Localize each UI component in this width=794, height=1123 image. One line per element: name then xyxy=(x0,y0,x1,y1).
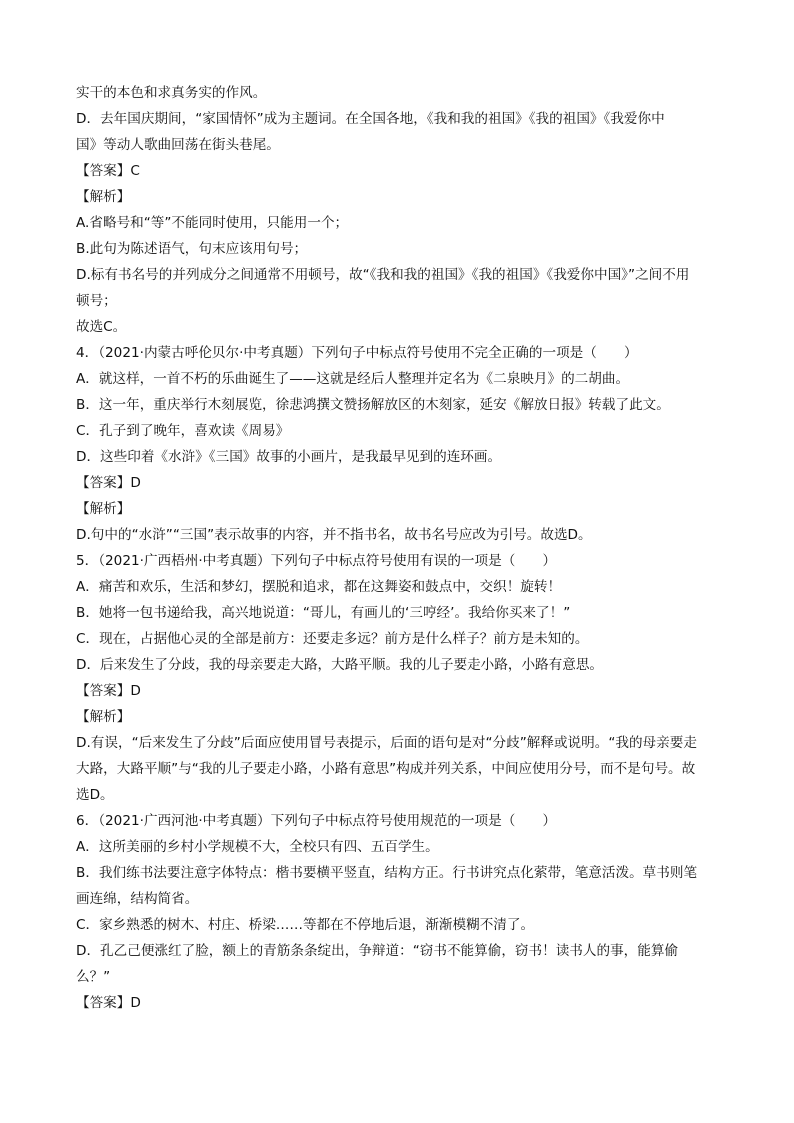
option-b: B．我们练书法要注意字体特点：楷书要横平竖直，结构方正。行书讲究点化萦带，笔意活泼。草书则笔 xyxy=(76,865,698,881)
option-d: D．这些印着《水浒》《三国》故事的小画片，是我最早见到的连环画。 xyxy=(76,449,502,465)
analysis-text: D.标有书名号的并列成分之间通常不用顿号，故“《我和我的祖国》《我的祖国》《我爱你中国》”之间不用 xyxy=(76,267,690,283)
analysis-text: D.句中的“水浒”“三国”表示故事的内容，并不指书名，故书名号应改为引号。故选D。 xyxy=(76,527,592,543)
analysis-text: D.有误，“后来发生了分歧”后面应使用冒号表提示，后面的语句是对“分歧”解释或说明。“我的母亲要走 xyxy=(76,735,697,751)
option-d-continued: 么？” xyxy=(76,969,111,985)
answer-label: 【答案】D xyxy=(76,683,141,699)
analysis-label: 【解析】 xyxy=(76,501,131,517)
question-6-stem: 6．（2021·广西河池·中考真题）下列句子中标点符号使用规范的一项是（ ） xyxy=(76,813,557,829)
answer-label: 【答案】C xyxy=(76,163,140,179)
analysis-text: 大路，大路平顺”与“我的儿子要走小路，小路有意思”构成并列关系，中间应使用分号，而不是句号。故 xyxy=(76,761,696,777)
option-d: D．后来发生了分歧，我的母亲要走大路，大路平顺。我的儿子要走小路，小路有意思。 xyxy=(76,657,604,673)
option-c: C．现在，占据他心灵的全部是前方：还要走多远？前方是什么样子？前方是未知的。 xyxy=(76,631,589,647)
analysis-text: B.此句为陈述语气，句末应该用句号； xyxy=(76,241,308,257)
analysis-text: 顿号； xyxy=(76,293,117,309)
option-b-continued: 画连绵，结构简省。 xyxy=(76,891,199,907)
question-5-stem: 5．（2021·广西梧州·中考真题）下列句子中标点符号使用有误的一项是（ ） xyxy=(76,553,557,569)
text-line: 国》等动人歌曲回荡在街头巷尾。 xyxy=(76,137,280,153)
option-c: C．孔子到了晚年，喜欢读《周易》 xyxy=(76,423,290,439)
option-d: D．孔乙己便涨红了脸，额上的青筋条条绽出，争辩道：“窃书不能算偷，窃书！读书人的事，能算偷 xyxy=(76,943,679,959)
analysis-conclusion: 故选C。 xyxy=(76,319,127,335)
analysis-label: 【解析】 xyxy=(76,189,131,205)
option-b: B．这一年，重庆举行木刻展览，徐悲鸿撰文赞扬解放区的木刻家，延安《解放日报》转载了此文。 xyxy=(76,397,670,413)
answer-label: 【答案】D xyxy=(76,475,141,491)
option-a: A．这所美丽的乡村小学规模不大，全校只有四、五百学生。 xyxy=(76,839,439,855)
option-a: A．就这样，一首不朽的乐曲诞生了——这就是经后人整理并定名为《二泉映月》的二胡曲。 xyxy=(76,371,630,387)
option-a: A．痛苦和欢乐，生活和梦幻，摆脱和追求，都在这舞姿和鼓点中，交织！旋转！ xyxy=(76,579,562,595)
analysis-text: 选D。 xyxy=(76,787,114,803)
question-4-stem: 4．（2021·内蒙古呼伦贝尔·中考真题）下列句子中标点符号使用不完全正确的一项是（ ） xyxy=(76,345,638,361)
text-line: 实干的本色和求真务实的作风。 xyxy=(76,85,267,101)
option-c: C．家乡熟悉的树木、村庄、桥梁……等都在不停地后退，渐渐模糊不清了。 xyxy=(76,917,535,933)
option-b: B．她将一包书递给我，高兴地说道：“哥儿，有画儿的‘三哼经’。我给你买来了！” xyxy=(76,605,571,621)
option-d: D．去年国庆期间，“家国情怀”成为主题词。在全国各地，《我和我的祖国》《我的祖国》《我爱你中 xyxy=(76,111,665,127)
analysis-label: 【解析】 xyxy=(76,709,131,725)
answer-label: 【答案】D xyxy=(76,995,141,1011)
analysis-text: A.省略号和“等”不能同时使用，只能用一个； xyxy=(76,215,349,231)
